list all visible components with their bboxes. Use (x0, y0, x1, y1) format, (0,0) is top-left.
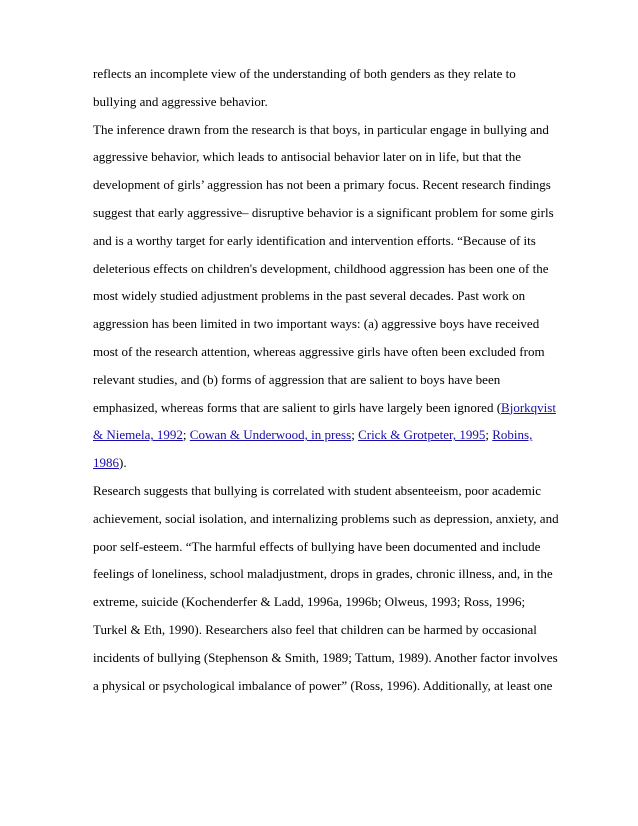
text-segment: emphasized, whereas forms that are salient to girls have largely been ignored ( (93, 399, 502, 415)
text-line-with-citation (93, 449, 553, 477)
citation-link-crick[interactable]: Crick & Grotpeter, 1995 (358, 427, 486, 443)
text-line: development of girls’ aggression has not been a primary focus. Recent research findings (93, 177, 551, 193)
separator: ; (351, 427, 359, 443)
citation-link-bjorkqvist[interactable]: Bjorkqvist (501, 399, 556, 415)
text-line: a physical or psychological imbalance of power” (Ross, 1996). Additionally, at least one (93, 677, 553, 693)
citation-link-bjorkqvist-cont[interactable]: & Niemela, 1992 (93, 427, 183, 443)
text-line: bullying and aggressive behavior. (93, 93, 268, 109)
text-line: and is a worthy target for early identification and intervention efforts. “Because of its (93, 232, 536, 248)
text-line: aggression has been limited in two important ways: (a) aggressive boys have received (93, 316, 540, 332)
citation-link-robins-cont[interactable]: 1986 (93, 455, 119, 471)
text-line: suggest that early aggressive– disruptive behavior is a significant problem for some girls (93, 204, 554, 220)
text-line: deleterious effects on children's development, childhood aggression has been one of the (93, 260, 549, 276)
text-line: feelings of loneliness, school maladjustment, drops in grades, chronic illness, and, in the (93, 566, 553, 582)
text-line: Turkel & Eth, 1990). Researchers also feel that children can be harmed by occasional (93, 621, 537, 637)
body-text (93, 60, 559, 699)
separator: ; (182, 427, 190, 443)
text-line: Research suggests that bullying is correlated with student absenteeism, poor academic (93, 482, 542, 498)
text-line: poor self-esteem. “The harmful effects of bullying have been documented and include (93, 538, 541, 554)
text-line: most widely studied adjustment problems in the past several decades. Past work on (93, 288, 526, 304)
text-line-with-citation (93, 394, 556, 422)
text-line: The inference drawn from the research is that boys, in particular engage in bullying and (93, 121, 549, 137)
text-line: incidents of bullying (Stephenson & Smith, 1989; Tattum, 1989). Another factor involves (93, 649, 558, 665)
text-line-with-citations (93, 421, 553, 449)
citation-link-robins[interactable]: Robins, (492, 427, 533, 443)
text-line: achievement, social isolation, and internalizing problems such as depression, anxiety, and (93, 510, 559, 526)
citation-link-cowan[interactable]: Cowan & Underwood, in press (189, 427, 352, 443)
text-segment: ). (119, 455, 127, 471)
text-line: relevant studies, and (b) forms of aggression that are salient to boys have been (93, 371, 501, 387)
text-line: extreme, suicide (Kochenderfer & Ladd, 1996a, 1996b; Olweus, 1993; Ross, 1996; (93, 594, 526, 610)
text-line: aggressive behavior, which leads to antisocial behavior later on in life, but that the (93, 149, 521, 165)
text-line: reflects an incomplete view of the understanding of both genders as they relate to (93, 66, 516, 81)
separator: ; (485, 427, 493, 443)
text-line: most of the research attention, whereas aggressive girls have often been excluded from (93, 343, 545, 359)
